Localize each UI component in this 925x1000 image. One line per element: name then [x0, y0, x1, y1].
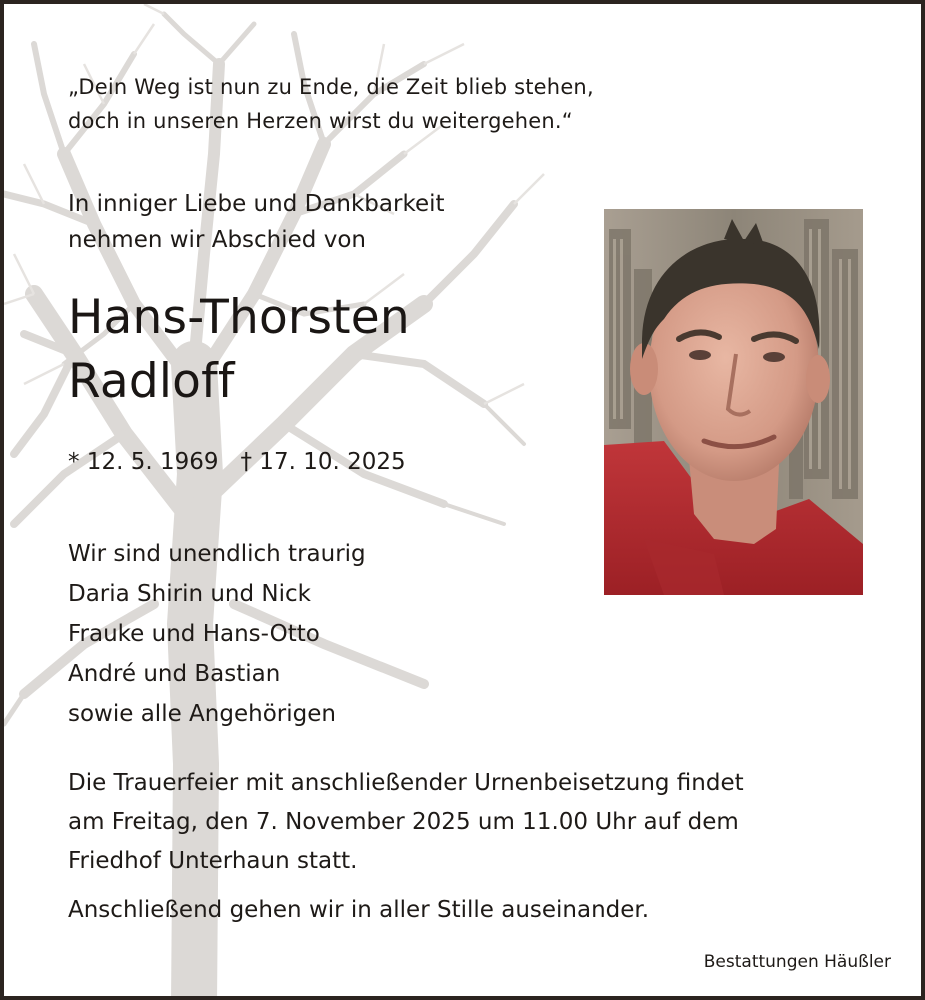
mourner-line: Daria Shirin und Nick: [68, 581, 311, 607]
service-line: Friedhof Unterhaun statt.: [68, 848, 358, 874]
mourners-list: [68, 534, 366, 734]
last-name: Radloff: [68, 354, 235, 409]
intro-text: [68, 186, 445, 258]
intro-line-2: nehmen wir Abschied von: [68, 227, 366, 253]
funeral-service-info: [68, 764, 744, 881]
mourner-line: sowie alle Angehörigen: [68, 701, 336, 727]
service-line: Die Trauerfeier mit anschließender Urnenbeisetzung findet: [68, 770, 744, 796]
mourner-line: Frauke und Hans-Otto: [68, 621, 320, 647]
life-dates: [68, 444, 406, 480]
quote-line-2: doch in unseren Herzen wirst du weitergehen.“: [68, 109, 573, 133]
undertaker-name: Bestattungen Häußler: [703, 952, 891, 972]
mourner-line: Wir sind unendlich traurig: [68, 541, 366, 567]
portrait-photo: [604, 209, 863, 595]
memorial-quote: [68, 70, 594, 138]
closing-note: Anschließend gehen wir in aller Stille auseinander.: [68, 897, 650, 923]
first-name: Hans-Thorsten: [68, 290, 410, 345]
intro-line-1: In inniger Liebe und Dankbarkeit: [68, 191, 445, 217]
deceased-name: [68, 286, 410, 414]
birth-date: * 12. 5. 1969: [68, 449, 219, 475]
service-line: am Freitag, den 7. November 2025 um 11.00 Uhr auf dem: [68, 809, 739, 835]
mourner-line: André und Bastian: [68, 661, 281, 687]
death-date: † 17. 10. 2025: [240, 449, 406, 475]
quote-line-1: „Dein Weg ist nun zu Ende, die Zeit blieb stehen,: [68, 75, 594, 99]
